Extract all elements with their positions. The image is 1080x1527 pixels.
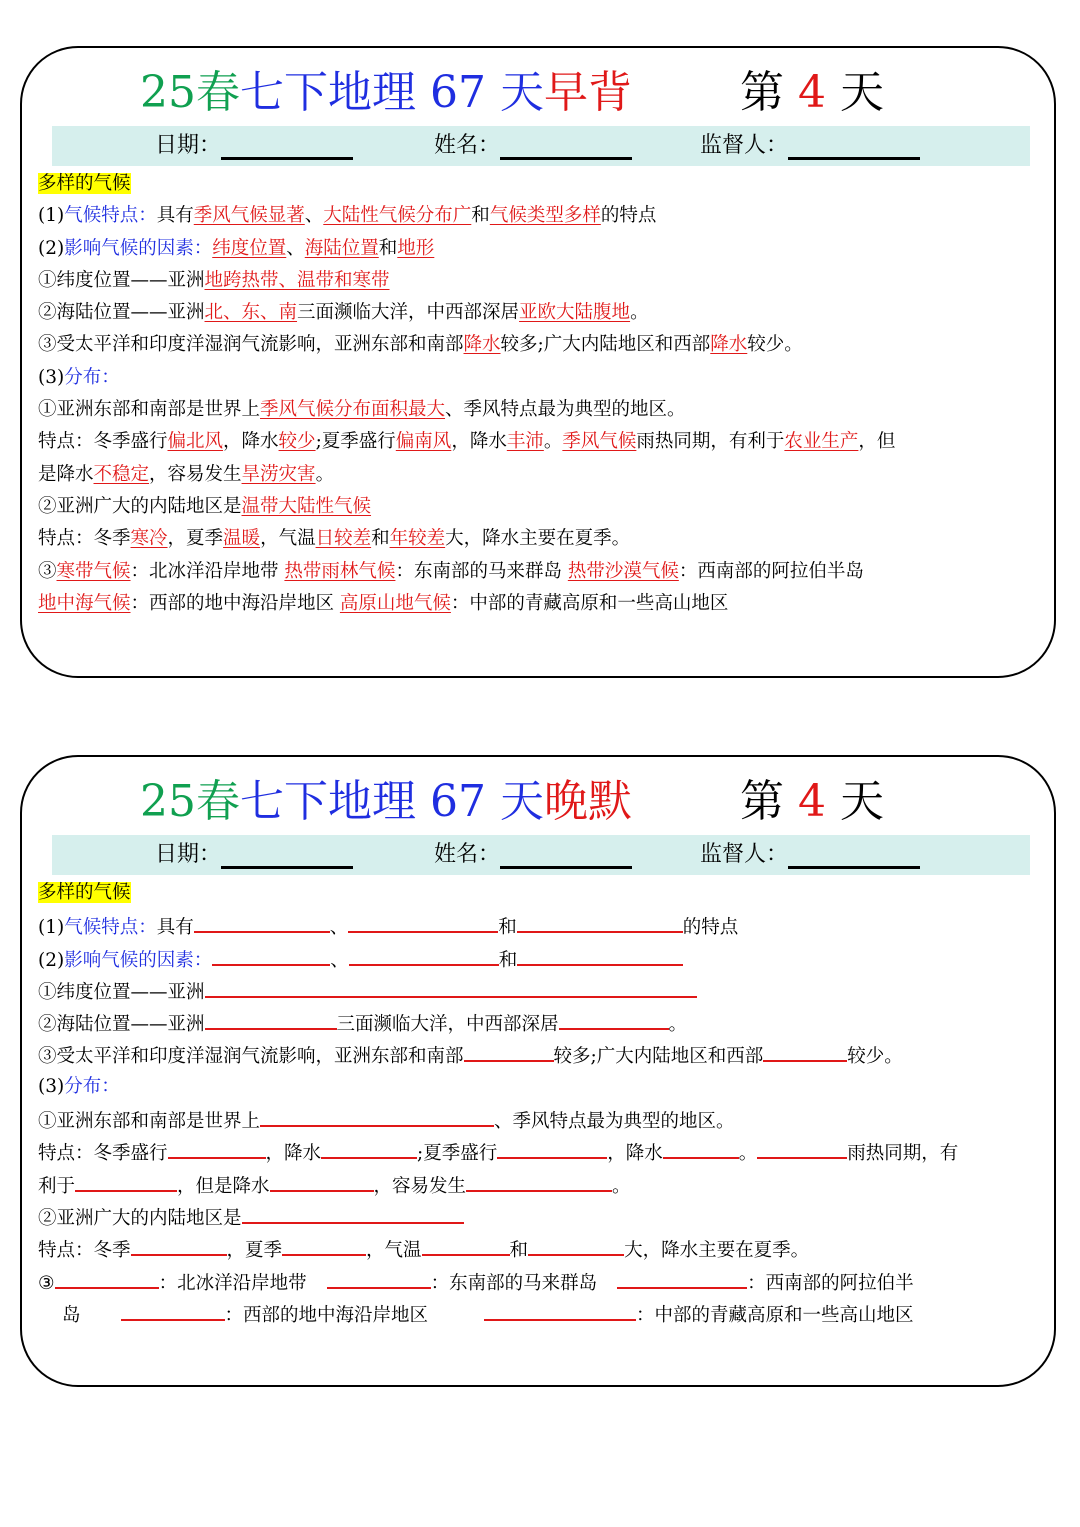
line-8: 特点：冬季盛行 ，降水 ;夏季盛行 ，降水 。 雨热同期，有 (38, 1135, 1044, 1167)
info-bar (52, 835, 1030, 875)
line-9: 利于 ，但是降水 ，容易发生 。 (38, 1168, 1044, 1200)
answer-blank[interactable] (75, 1168, 177, 1192)
line-6: (3)分布： (38, 1075, 120, 1097)
answer-blank[interactable] (464, 1038, 554, 1062)
section-heading: 多样的气候 (38, 882, 131, 903)
blank-content (38, 877, 1044, 1329)
line-11: 特点：冬季寒冷，夏季温暖，气温日较差和年较差大，降水主要在夏季。 (38, 528, 631, 550)
line-3: ①纬度位置——亚洲 (38, 974, 1044, 1006)
answer-blank[interactable] (757, 1135, 847, 1159)
answer-blank[interactable] (260, 1103, 494, 1127)
info-bar (52, 126, 1030, 166)
line-6: (3)分布： (38, 366, 120, 388)
line-10: ②亚洲广大的内陆地区是 (38, 1200, 1044, 1232)
answer-blank[interactable] (763, 1038, 847, 1062)
line-4: ②海陆位置——亚洲北、东、南三面濒临大洋，中西部深居亚欧大陆腹地。 (38, 302, 649, 324)
line-7: ①亚洲东部和南部是世界上 、季风特点最为典型的地区。 (38, 1103, 1044, 1135)
name-field[interactable]: 姓名： (434, 126, 632, 166)
answer-blank[interactable] (663, 1135, 739, 1159)
name-field[interactable]: 姓名： (434, 835, 632, 875)
supervisor-field[interactable]: 监督人： (700, 126, 920, 166)
line-1: (1)气候特点：具有季风气候显著、大陆性气候分布广和气候类型多样的特点 (38, 205, 657, 227)
supervisor-field[interactable]: 监督人： (700, 835, 920, 875)
line-10: ②亚洲广大的内陆地区是温带大陆性气候 (38, 495, 372, 517)
line-5: ③受太平洋和印度洋湿润气流影响，亚洲东部和南部降水较多;广大内陆地区和西部降水较少。 (38, 334, 803, 356)
date-field[interactable]: 日期： (155, 835, 353, 875)
answer-blank[interactable] (131, 1232, 227, 1256)
answer-blank[interactable] (517, 909, 683, 933)
answer-blank[interactable] (121, 1297, 225, 1321)
date-field[interactable]: 日期： (155, 126, 353, 166)
line-13: 地中海气候：西部的地中海沿岸地区 高原山地气候：中部的青藏高原和一些高山地区 (38, 592, 729, 614)
answer-blank[interactable] (484, 1297, 636, 1321)
answer-blank[interactable] (212, 942, 330, 966)
answer-blank[interactable] (466, 1168, 612, 1192)
answer-content (38, 168, 1044, 620)
line-3: ①纬度位置——亚洲地跨热带、温带和寒带 (38, 269, 390, 291)
answer-blank[interactable] (321, 1135, 417, 1159)
day-counter: 第 4 天 (740, 67, 884, 118)
answer-blank[interactable] (270, 1168, 374, 1192)
answer-blank[interactable] (205, 1006, 337, 1030)
answer-blank[interactable] (617, 1265, 747, 1289)
line-9: 是降水不稳定，容易发生旱涝灾害。 (38, 463, 335, 485)
answer-blank[interactable] (517, 942, 683, 966)
line-5: ③受太平洋和印度洋湿润气流影响，亚洲东部和南部 较多;广大内陆地区和西部 较少。 (38, 1038, 1044, 1070)
line-8: 特点：冬季盛行偏北风，降水较少;夏季盛行偏南风，降水丰沛。季风气候雨热同期，有利于农业生产，但 (38, 431, 896, 453)
answer-blank[interactable] (194, 909, 330, 933)
day-counter: 第 4 天 (740, 776, 884, 827)
morning-recite-card (20, 46, 1056, 678)
line-7: ①亚洲东部和南部是世界上季风气候分布面积最大、季风特点最为典型的地区。 (38, 399, 686, 421)
answer-blank[interactable] (242, 1200, 464, 1224)
line-11: 特点：冬季 ，夏季 ，气温 和 大，降水主要在夏季。 (38, 1232, 1044, 1264)
answer-blank[interactable] (55, 1265, 159, 1289)
answer-blank[interactable] (205, 974, 697, 998)
card-title: 25春七下地理 67 天晚默 第 4 天 (140, 771, 1054, 833)
line-2: (2)影响气候的因素：纬度位置、海陆位置和地形 (38, 237, 435, 259)
answer-blank[interactable] (559, 1006, 669, 1030)
answer-blank[interactable] (168, 1135, 266, 1159)
line-12: ③寒带气候：北冰洋沿岸地带 热带雨林气候：东南部的马来群岛 热带沙漠气候：西南部的阿拉伯半岛 (38, 560, 864, 582)
answer-blank[interactable] (528, 1232, 624, 1256)
card-title: 25春七下地理 67 天早背 第 4 天 (140, 62, 1054, 124)
line-12: ③ ：北冰洋沿岸地带 ：东南部的马来群岛 ：西南部的阿拉伯半 (38, 1265, 1044, 1297)
line-2: (2)影响气候的因素： 、 和 (38, 942, 1044, 974)
evening-dictation-card (20, 755, 1056, 1387)
answer-blank[interactable] (422, 1232, 510, 1256)
answer-blank[interactable] (327, 1265, 431, 1289)
answer-blank[interactable] (282, 1232, 366, 1256)
line-13: 岛 ：西部的地中海沿岸地区 ：中部的青藏高原和一些高山地区 (38, 1297, 1044, 1329)
answer-blank[interactable] (349, 942, 499, 966)
answer-blank[interactable] (497, 1135, 607, 1159)
section-heading: 多样的气候 (38, 173, 131, 194)
line-4: ②海陆位置——亚洲 三面濒临大洋，中西部深居 。 (38, 1006, 1044, 1038)
line-1: (1)气候特点：具有 、 和 的特点 (38, 909, 1044, 941)
answer-blank[interactable] (348, 909, 498, 933)
